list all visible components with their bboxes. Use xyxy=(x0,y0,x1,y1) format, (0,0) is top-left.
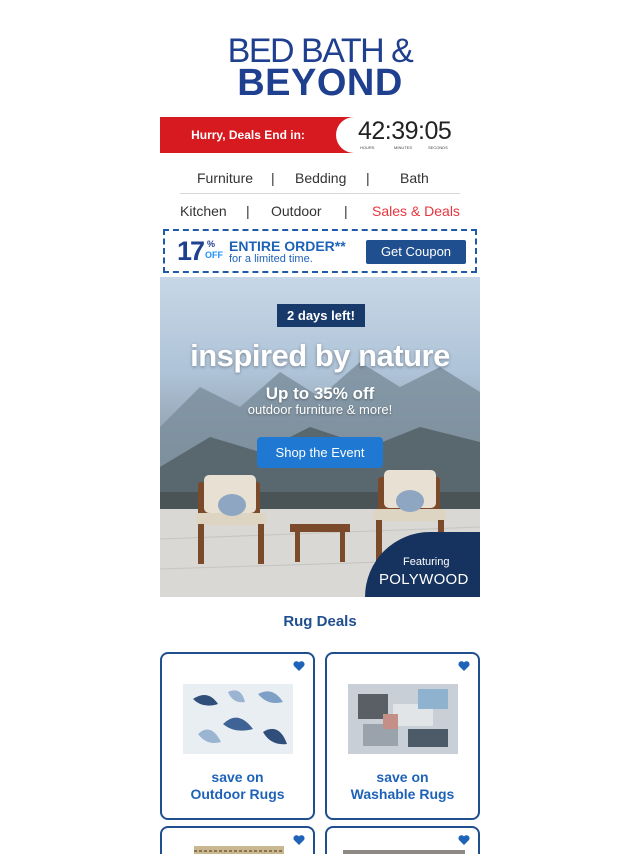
hero-banner[interactable] xyxy=(160,277,480,597)
rug-card-line2: Outdoor Rugs xyxy=(190,786,285,802)
brand-logo[interactable] xyxy=(0,32,640,104)
coupon-percent: 17 xyxy=(177,236,204,266)
rug-card-line1: save on xyxy=(211,769,264,785)
nav-separator: | xyxy=(271,170,275,186)
countdown-label-box xyxy=(160,117,356,153)
nav-row-1 xyxy=(160,170,480,190)
coupon-subline: for a limited time. xyxy=(229,253,313,265)
rug-card-3[interactable] xyxy=(160,826,315,854)
nav-link-kitchen[interactable]: Kitchen xyxy=(180,203,227,219)
nav-separator: | xyxy=(366,170,370,186)
rug-card-line2: Washable Rugs xyxy=(350,786,455,802)
coupon-off: OFF xyxy=(205,250,223,260)
countdown-banner xyxy=(160,117,480,153)
nav-divider xyxy=(180,193,460,194)
heart-icon[interactable] xyxy=(458,834,470,846)
nav-link-outdoor[interactable]: Outdoor xyxy=(271,203,322,219)
rug-deals-title: Rug Deals xyxy=(283,613,357,630)
nav-row-2 xyxy=(160,203,480,223)
featuring-label: Featuring xyxy=(403,556,450,568)
nav-link-furniture[interactable]: Furniture xyxy=(197,170,254,186)
hero-offer: Up to 35% off xyxy=(265,384,375,403)
heart-icon[interactable] xyxy=(293,834,305,846)
hero-subline: outdoor furniture & more! xyxy=(247,402,393,417)
nav-link-bath[interactable]: Bath xyxy=(400,170,429,186)
nav-link-bedding[interactable]: Bedding xyxy=(295,170,347,186)
countdown-label: Hurry, Deals End in: xyxy=(191,128,305,142)
coupon-banner[interactable] xyxy=(163,229,477,273)
washable-rug-image xyxy=(348,684,458,754)
countdown-unit-seconds: SECONDS xyxy=(428,145,448,150)
shop-the-event-button[interactable]: Shop the Event xyxy=(257,437,383,468)
rug-card-line1: save on xyxy=(376,769,429,785)
rug-card-4[interactable] xyxy=(325,826,480,854)
countdown-digits: 42:39:05 xyxy=(358,117,452,145)
hero-headline: inspired by nature xyxy=(190,338,450,373)
countdown-timer xyxy=(358,118,458,152)
nav-separator: | xyxy=(344,203,348,219)
countdown-unit-minutes: MINUTES xyxy=(394,145,412,150)
coupon-percent-symbol: % xyxy=(207,239,216,249)
rug-card-outdoor[interactable] xyxy=(160,652,315,820)
featuring-brand: POLYWOOD xyxy=(379,571,469,588)
rug-card-washable[interactable] xyxy=(325,652,480,820)
brand-logo-line1: BED BATH & xyxy=(227,32,413,70)
countdown-unit-hours: HOURS xyxy=(360,145,375,150)
brand-logo-line2: BEYOND xyxy=(237,62,403,104)
rug-fringe-image xyxy=(194,846,284,854)
nav-link-sales-deals[interactable]: Sales & Deals xyxy=(372,203,460,219)
rug-edge-image xyxy=(343,850,465,854)
hero-badge: 2 days left! xyxy=(277,304,365,327)
heart-icon[interactable] xyxy=(293,660,305,672)
outdoor-rug-image xyxy=(183,684,293,754)
nav-separator: | xyxy=(246,203,250,219)
coupon-headline: ENTIRE ORDER** xyxy=(229,238,346,254)
get-coupon-button[interactable]: Get Coupon xyxy=(366,240,466,264)
heart-icon[interactable] xyxy=(458,660,470,672)
